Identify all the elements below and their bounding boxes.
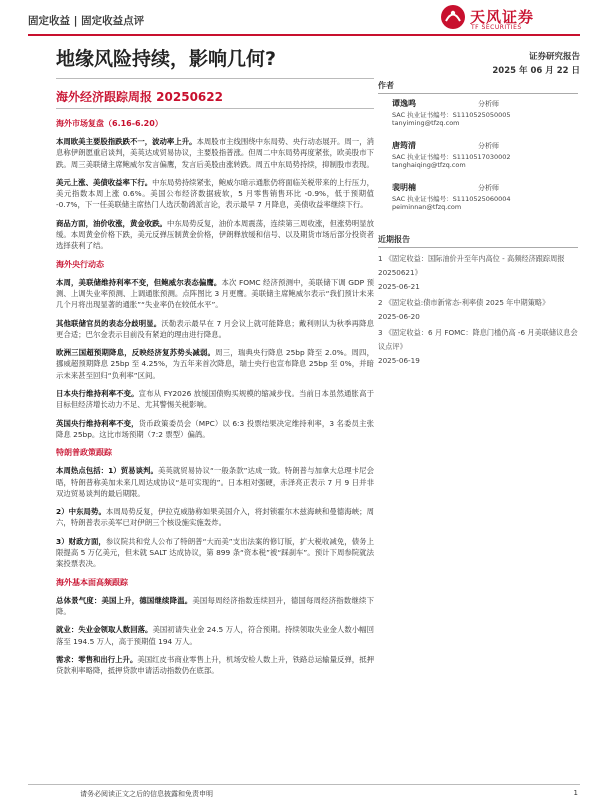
paragraph-body: 宣布从 FY2026 放缓国债购买规模的缩减步伐。当前日本虽然通胀高于目标但经济增长动力不足、尤其警惕关税影响。 — [56, 389, 374, 410]
paragraph-body: 本次 FOMC 经济预测中，美联储下调 GDP 预测、上调失业率预测、上调通胀预测。点阵图比 3 月更鹰。美联储主席鲍威尔表示“我们预计未来几个月将出现显著的通胀”“失业率仍在较低水平”。 — [56, 277, 374, 310]
paragraph — [56, 418, 374, 441]
paragraph — [56, 595, 374, 618]
report-title: 地缘风险持续，影响几何? — [56, 48, 277, 70]
recent-report-date: 2025-06-19 — [378, 356, 420, 365]
paragraph-lead: 3）财政方面， — [56, 536, 106, 546]
paragraph — [56, 624, 374, 647]
company-logo — [440, 4, 580, 32]
author-sac: SAC 执业证书编号：S1110525060004 — [392, 195, 511, 203]
report-category: 固定收益 | 固定收益点评 — [28, 15, 145, 27]
section-heading: 海外基本面高频跟踪 — [56, 577, 128, 587]
sidebar — [378, 80, 578, 370]
paragraph-lead: 2）中东局势。 — [56, 507, 106, 517]
author-role: 分析师 — [478, 142, 499, 150]
paragraph-body: 中东局势持续紧张，鲍威尔暗示通胀仍将面临关税带来的上行压力，美元指数本周上涨 0.6%。美国公布经济数据疲软，5 月零售销售环比 -0.9%，低于预期值 -0.7%，下一任美联储主席热门人选沃勒鸽派言论，表示最早 7 月降息，美债收益率继续下行。 — [56, 177, 374, 210]
footer-rule — [28, 784, 580, 785]
paragraph — [56, 347, 374, 381]
paragraph — [56, 218, 374, 252]
author-name: 裴明楠 — [392, 183, 416, 192]
recent-report-item[interactable] — [378, 326, 578, 368]
paragraph — [56, 177, 374, 211]
paragraph-body: 本周局势反复，伊拉克威胁称如果美国介入，将封锁霍尔木兹海峡和曼德海峡；周六，特朗普表示美军已对伊朗三个核设施实施轰炸。 — [56, 507, 374, 528]
section-heading: 特朗普政策跟踪 — [56, 448, 112, 458]
paragraph-lead: 需求：零售和出行上升。 — [56, 654, 138, 664]
paragraph-body: 美国红皮书商业零售上升，机场安检人数上升，铁路总运输量反弹，抵押贷款利率略降，抵押贷款申请活动指数仍在底部。 — [56, 654, 374, 676]
recent-report-title[interactable]: 2 《固定收益:债市新常态-利率债 2025 年中期策略》 — [378, 298, 550, 307]
paragraph-body: 本周股市主线围绕中东局势、央行动态展开。周一，消息称伊朗愿重启谈判，美英达成贸易协议，主要股指普涨。但周二中东局势再度紧张，欧美股市下跌。周三美联储主席鲍威尔发言偏鹰，发言后美股由涨转跌。周五中东局势持续，抑制股市表现。 — [56, 137, 374, 169]
main-content — [56, 118, 374, 683]
paragraph-lead: 英国央行维持利率不变， — [56, 418, 139, 428]
authors-heading: 作者 — [378, 80, 578, 94]
paragraph — [56, 388, 374, 411]
author-entry — [378, 182, 578, 224]
paragraph — [56, 318, 374, 341]
page-header — [0, 0, 600, 36]
logo-text-cn: 天风证券 — [470, 8, 535, 26]
section-heading: 海外市场复盘（6.16-6.20） — [56, 119, 163, 128]
paragraph-body: 美国每周经济指数连续回升，德国每周经济指数继续下降。 — [56, 595, 374, 616]
author-name: 唐筠清 — [392, 141, 416, 150]
paragraph-lead: 本周，美联储维持利率不变，但鲍威尔表态偏鹰。 — [56, 277, 222, 287]
recent-report-title[interactable]: 3 《固定收益：6 月 FOMC：降息门槛仍高 -6 月美联储议息会议点评》 — [378, 328, 578, 351]
paragraph-body: 美国初请失业金 24.5 万人，符合预期。持续领取失业金人数小幅回落至 194.5 万人，高于预期值 194 万人。 — [56, 625, 374, 646]
recent-report-item[interactable] — [378, 296, 578, 324]
paragraph-body: 沃勒表示最早在 7 月会议上就可能降息；戴利则认为秋季再降息更合适；巴尔金表示目前没有紧迫的理由进行降息。 — [56, 318, 374, 339]
author-entry — [378, 140, 578, 182]
paragraph — [56, 654, 374, 677]
author-name: 谭逸鸣 — [392, 99, 416, 108]
report-subtitle: 海外经济跟踪周报 20250622 — [56, 90, 223, 104]
page-number: 1 — [573, 789, 578, 797]
recent-heading: 近期报告 — [378, 234, 578, 248]
section-heading: 海外央行动态 — [56, 259, 104, 269]
author-entry — [378, 98, 578, 140]
paragraph-body: 货币政策委员会（MPC）以 6:3 投票结果决定维持利率，3 名委员主张降息 25bp。这比市场预期（7:2 票型）偏鸽。 — [56, 418, 374, 439]
paragraph-lead: 日本央行维持利率不变。 — [56, 389, 139, 399]
subtitle-rule — [56, 108, 374, 109]
recent-report-item[interactable] — [378, 252, 578, 294]
paragraph — [56, 536, 374, 570]
author-email[interactable]: tanyiming@tfzq.com — [392, 119, 460, 127]
title-rule — [56, 78, 374, 79]
paragraph-lead: 美元上涨、美债收益率下行。 — [56, 177, 153, 187]
report-type: 证券研究报告 — [528, 52, 580, 62]
paragraph-lead: 其他联储官员的表态分歧明显。 — [56, 318, 162, 328]
paragraph — [56, 136, 374, 170]
author-email[interactable]: peiminnan@tfzq.com — [392, 203, 462, 211]
author-sac: SAC 执业证书编号：S1110525050005 — [392, 111, 511, 119]
paragraph-lead: 本周热点包括：1）贸易谈判。 — [56, 466, 158, 476]
author-role: 分析师 — [478, 100, 499, 108]
footer-disclaimer: 请务必阅读正文之后的信息披露和免责申明 — [80, 790, 213, 798]
header-rule — [28, 34, 580, 36]
paragraph-lead: 本周欧美主要股指跌跌不一，波动率上升。 — [56, 137, 197, 146]
author-role: 分析师 — [478, 184, 499, 192]
paragraph — [56, 506, 374, 529]
paragraph-lead: 就业：失业金领取人数回落。 — [56, 625, 153, 635]
logo-text-en: TF SECURITIES — [471, 24, 522, 31]
paragraph-body: 中东局势反复，油价本周震荡，连续第三周收涨，但涨势明显放缓。本周黄金价格下跌，美元反弹压制黄金价格，伊朗释放缓和信号、以及期货市场后部分投资者选择获利了结。 — [56, 218, 374, 251]
paragraph — [56, 277, 374, 311]
recent-reports — [378, 234, 578, 368]
author-sac: SAC 执业证书编号：S1110517030002 — [392, 153, 511, 161]
paragraph-lead: 商品方面，油价收涨，黄金收跌。 — [56, 218, 167, 228]
paragraph-body: 美英就贸易协议“一般条款”达成一致。特朗普与加拿大总理卡尼会晤，特朗普称美加未来几周达成协议“是可实现的”。日本相对强硬，赤泽亮正表示 7 月 9 日并非双边贸易谈判的最后期限。 — [56, 466, 374, 498]
recent-report-title[interactable]: 1 《固定收益：国际油价升至年内高位 - 高频经济跟踪周报 20250621》 — [378, 254, 565, 277]
paragraph-body: 周三，瑞典央行降息 25bp 降至 2.0%。周四，挪威超预期降息 25bp 至 4.25%，为五年来首次降息，瑞士央行也宣布降息 25bp 至 0%，并暗示未来甚至回归“负利率”区间。 — [56, 348, 374, 380]
author-email[interactable]: tanghaiqing@tfzq.com — [392, 161, 466, 169]
paragraph-body: 参议院共和党人公布了特朗普“大而美”支出法案的修订版，扩大税收减免，债务上限提高 5 万亿美元，但未就 SALT 达成协议，第 899 条“资本税”被“踩刹车”。预计下周参院就法案投票表决。 — [56, 536, 374, 569]
tf-logo-icon — [440, 4, 466, 30]
paragraph-lead: 总体景气度：美国上升，德国继续降温。 — [56, 595, 193, 605]
report-date: 2025 年 06 月 22 日 — [492, 66, 580, 76]
recent-report-date: 2025-06-21 — [378, 282, 420, 291]
recent-report-date: 2025-06-20 — [378, 312, 420, 321]
paragraph-lead: 欧洲三国超预期降息，反映经济复苏势头减弱。 — [56, 348, 216, 358]
paragraph — [56, 465, 374, 499]
